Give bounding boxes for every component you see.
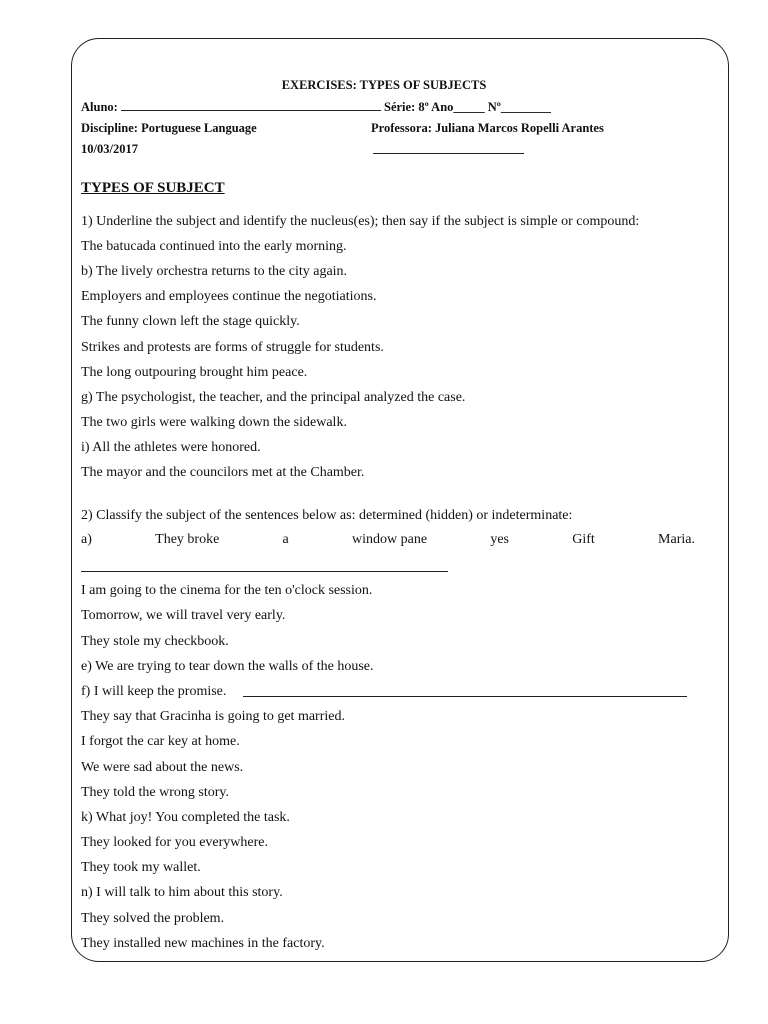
professora-label: Professora: Juliana Marcos Ropelli Arantes — [371, 121, 604, 135]
ex2-item: k) What joy! You completed the task. — [81, 810, 290, 825]
ex2-item-a — [81, 531, 695, 549]
ex2-item-a-word: window pane — [352, 532, 428, 547]
ex2-item: They installed new machines in the factory. — [81, 936, 325, 951]
discipline-label: Discipline: Portuguese Language — [81, 121, 257, 135]
ex2-item: Tomorrow, we will travel very early. — [81, 608, 286, 623]
ex1-item: The long outpouring brought him peace. — [81, 365, 308, 380]
answer-blank-a[interactable] — [81, 571, 448, 572]
ex2-item: n) I will talk to him about this story. — [81, 885, 283, 900]
ex2-item-a-word: They broke — [155, 532, 220, 547]
ex1-item: The batucada continued into the early morning. — [81, 239, 347, 254]
date-label: 10/03/2017 — [81, 142, 138, 156]
ex2-item: They solved the problem. — [81, 911, 225, 926]
ex2-item: They say that Gracinha is going to get married. — [81, 709, 345, 724]
ex1-item: b) The lively orchestra returns to the city again. — [81, 264, 348, 279]
ex2-item: They told the wrong story. — [81, 785, 230, 800]
ex1-item: Employers and employees continue the negotiations. — [81, 289, 377, 304]
ex1-item: i) All the athletes were honored. — [81, 440, 261, 455]
signature-blank[interactable] — [373, 153, 524, 154]
ex2-item-a-word: a — [282, 532, 289, 547]
exercise2-instruction: 2) Classify the subject of the sentences below as: determined (hidden) or indeterminate: — [81, 508, 573, 523]
ex2-item: They took my wallet. — [81, 860, 201, 875]
worksheet-title: EXERCISES: TYPES OF SUBJECTS — [281, 78, 487, 92]
ex2-item: e) We are trying to tear down the walls of the house. — [81, 659, 374, 674]
aluno-label: Aluno: — [81, 100, 118, 114]
ex2-item-a-word: yes — [490, 532, 509, 547]
ex1-item: g) The psychologist, the teacher, and the principal analyzed the case. — [81, 390, 466, 405]
section-title: TYPES OF SUBJECT — [81, 180, 225, 196]
ex2-item: f) I will keep the promise. — [81, 684, 227, 699]
ex2-item: I am going to the cinema for the ten o'clock session. — [81, 583, 373, 598]
ex1-item: The funny clown left the stage quickly. — [81, 314, 300, 329]
exercise1-instruction: 1) Underline the subject and identify the nucleus(es); then say if the subject is simple or compound: — [81, 214, 640, 229]
aluno-blank[interactable] — [121, 110, 381, 111]
ex2-item: They stole my checkbook. — [81, 634, 229, 649]
answer-blank-f[interactable] — [243, 696, 687, 697]
ex2-item-a-word: a) — [81, 532, 92, 547]
ex1-item: Strikes and protests are forms of struggle for students. — [81, 340, 384, 355]
ex1-item: The mayor and the councilors met at the Chamber. — [81, 465, 365, 480]
ex2-item-a-word: Maria. — [658, 532, 695, 547]
ex2-item: I forgot the car key at home. — [81, 734, 240, 749]
ex2-item: We were sad about the news. — [81, 760, 244, 775]
ex1-item: The two girls were walking down the sidewalk. — [81, 415, 347, 430]
serie-field: Série: 8º Ano_____ Nº________ — [384, 100, 551, 114]
ex2-item-a-word: Gift — [572, 532, 595, 547]
ex2-item: They looked for you everywhere. — [81, 835, 268, 850]
